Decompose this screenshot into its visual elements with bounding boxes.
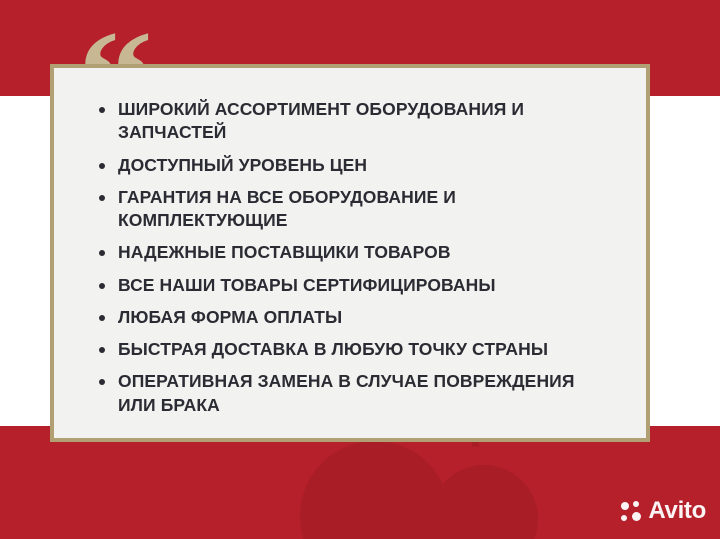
list-item: ВСЕ НАШИ ТОВАРЫ СЕРТИФИЦИРОВАНЫ (118, 274, 612, 297)
decorative-circle-small (430, 465, 538, 539)
list-item: ШИРОКИЙ АССОРТИМЕНТ ОБОРУДОВАНИЯ И ЗАПЧАСТЕЙ (118, 98, 612, 145)
list-item: НАДЕЖНЫЕ ПОСТАВЩИКИ ТОВАРОВ (118, 241, 612, 264)
list-item: ЛЮБАЯ ФОРМА ОПЛАТЫ (118, 306, 612, 329)
list-item: ДОСТУПНЫЙ УРОВЕНЬ ЦЕН (118, 154, 612, 177)
list-item: ОПЕРАТИВНАЯ ЗАМЕНА В СЛУЧАЕ ПОВРЕЖДЕНИЯ ИЛИ БРАКА (118, 370, 612, 417)
avito-watermark (621, 497, 706, 525)
benefits-list (88, 98, 612, 417)
list-item: БЫСТРАЯ ДОСТАВКА В ЛЮБУЮ ТОЧКУ СТРАНЫ (118, 338, 612, 361)
avito-watermark-label: Avito (648, 497, 706, 524)
benefits-card-inner (54, 68, 646, 446)
avito-dots-icon (621, 501, 642, 522)
decorative-circle-large (300, 441, 450, 539)
list-item: ГАРАНТИЯ НА ВСЕ ОБОРУДОВАНИЕ И КОМПЛЕКТУЮЩИЕ (118, 186, 612, 233)
benefits-card (50, 64, 650, 442)
